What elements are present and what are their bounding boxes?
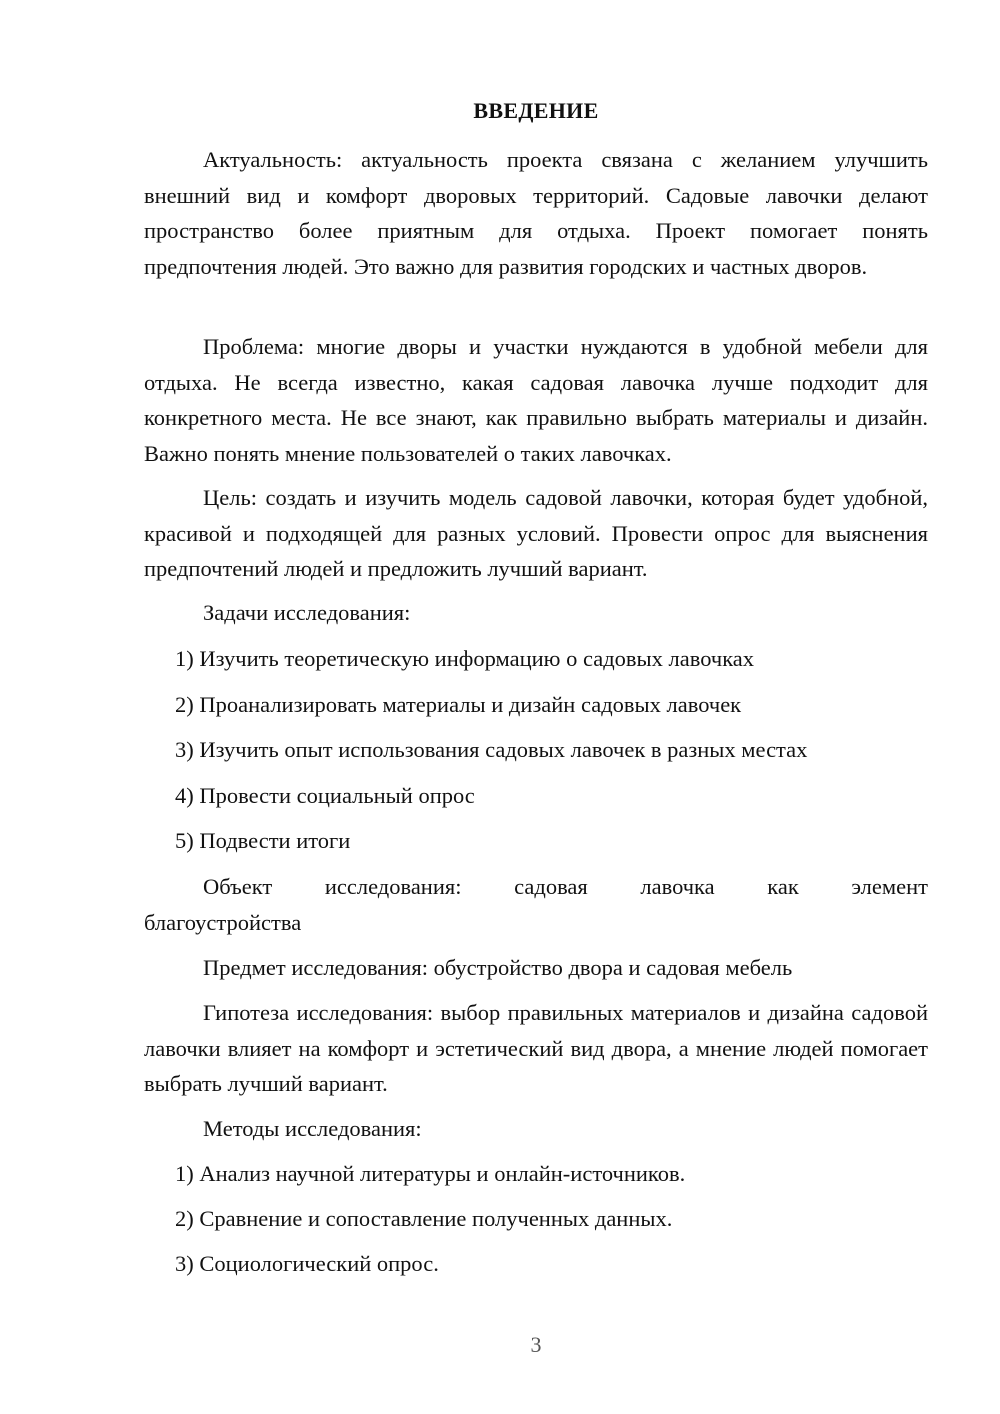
section-heading: ВВЕДЕНИЕ [473, 98, 599, 123]
page-number: 3 [530, 1332, 542, 1357]
task-item-2: 2) Проанализировать материалы и дизайн садовых лавочек [175, 692, 742, 717]
paragraph-relevance: Актуальность: актуальность проекта связана с желанием улучшить внешний вид и комфорт дворовых территорий. Садовые лавочки делают пространство более приятным для отдыха. Проект помогает понять предпочтения людей. Это важно для развития городских и частных дворов. [144, 147, 928, 279]
paragraph-goal: Цель: создать и изучить модель садовой лавочки, которая будет удобной, красивой и подходящей для разных условий. Провести опрос для выяснения предпочтений людей и предложить лучший вариант. [144, 485, 928, 581]
method-item-2: 2) Сравнение и сопоставление полученных данных. [175, 1206, 673, 1231]
method-item-1: 1) Анализ научной литературы и онлайн-источников. [175, 1161, 686, 1186]
task-item-1: 1) Изучить теоретическую информацию о садовых лавочках [175, 646, 755, 671]
task-item-4: 4) Провести социальный опрос [175, 783, 475, 808]
task-item-5: 5) Подвести итоги [175, 828, 351, 853]
methods-title: Методы исследования: [203, 1116, 422, 1141]
paragraph-problem: Проблема: многие дворы и участки нуждаются в удобной мебели для отдыха. Не всегда известно, какая садовая лавочка лучше подходит для конкретного места. Не все знают, как правильно выбрать материалы и дизайн. Важно понять мнение пользователей о таких лавочках. [144, 334, 928, 466]
paragraph-subject: Предмет исследования: обустройство двора и садовая мебель [203, 955, 793, 980]
paragraph-hypothesis: Гипотеза исследования: выбор правильных материалов и дизайна садовой лавочки влияет на комфорт и эстетический вид двора, а мнение людей помогает выбрать лучший вариант. [144, 1000, 928, 1096]
tasks-title: Задачи исследования: [203, 600, 411, 625]
paragraph-object: Объект исследования: садовая лавочка как элемент благоустройства [144, 874, 928, 935]
method-item-3: 3) Социологический опрос. [175, 1251, 439, 1276]
task-item-3: 3) Изучить опыт использования садовых лавочек в разных местах [175, 737, 808, 762]
